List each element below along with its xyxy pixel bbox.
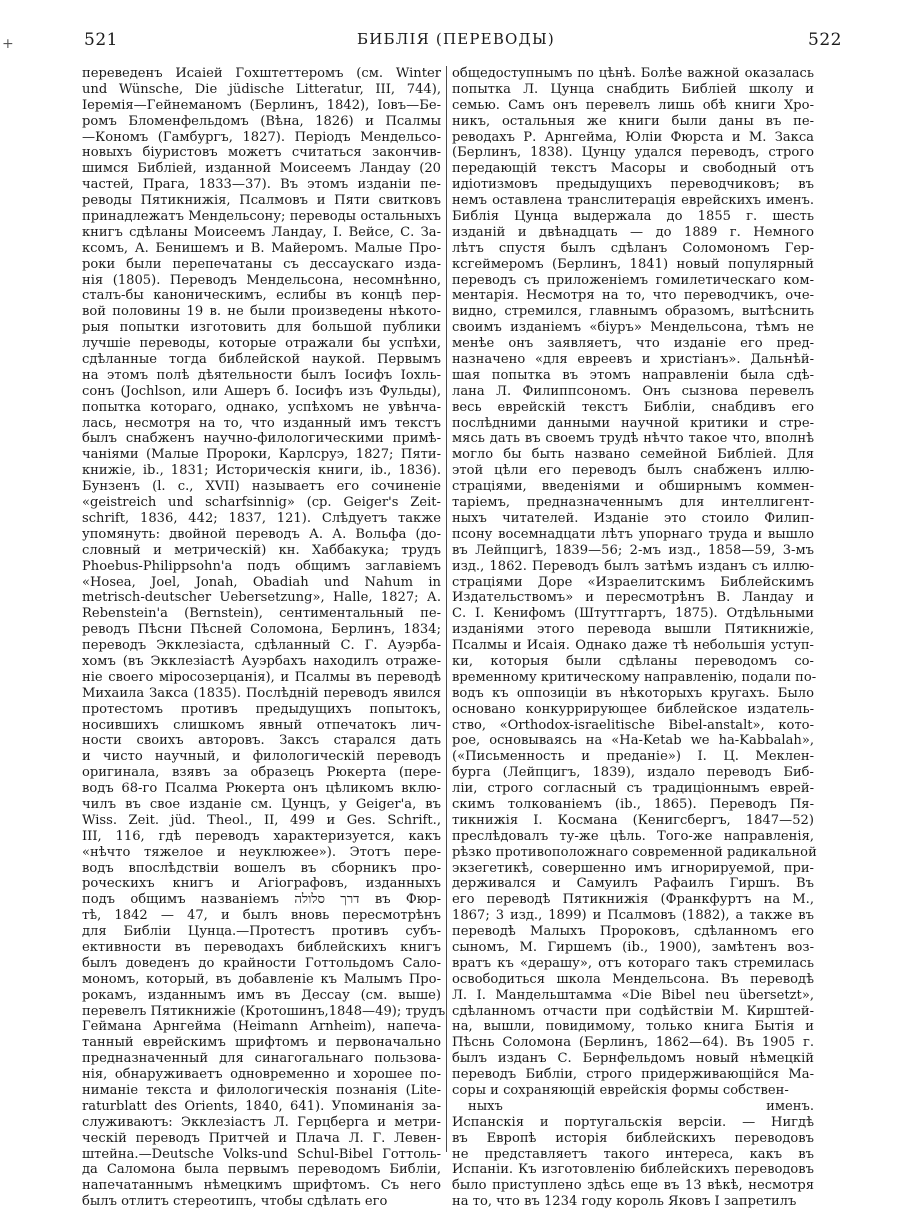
text-line: подъ общимъ названіемъ דרך סלולה въ Фюр- (82, 892, 441, 908)
text-line: идіотизмовъ предыдущихъ переводчиковъ; въ (452, 177, 814, 193)
text-line: Пѣснь Соломона (Берлинъ, 1862—64). Въ 1905 г. (452, 1035, 814, 1051)
text-line: лана Л. Филиппсономъ. Онъ сызнова перевелъ (452, 383, 814, 399)
text-line: сдѣланные тогда библейской наукой. Первымъ (82, 352, 441, 368)
text-line: общедоступнымъ по цѣнѣ. Болѣе важной оказалась (452, 66, 814, 81)
text-line: былъ отлитъ стереотипъ, чтобы сдѣлать его (82, 1194, 388, 1210)
text-line: чилъ въ свое изданіе см. Цунцъ, у Geiger'a, въ (82, 796, 441, 812)
text-line: сонъ (Jochlson, или Ашеръ б. Іосифъ изъ Фульды), (82, 383, 441, 399)
text-line: бурга (Лейпцигъ, 1839), издало переводъ Биб- (452, 765, 814, 781)
text-line: лѣтъ спустя былъ сдѣланъ Соломономъ Гер- (452, 240, 814, 256)
text-line: скимъ толкованіемъ (ib., 1865). Переводъ Пя- (452, 796, 814, 812)
text-line: псону восемнадцати лѣтъ упорнаго труда и вышло (452, 526, 814, 542)
text-line: весь еврейскій текстъ Библіи, снабдивъ его (452, 399, 814, 415)
text-line: schrift, 1836, 442; 1837, 121). Слѣдуетъ также (82, 510, 441, 526)
text-line: упомянуть: двойной переводъ А. А. Вольфа (до- (82, 526, 441, 542)
page-number-right: 522 (808, 30, 842, 50)
text-line: держивался и Самуилъ Рафаилъ Гиршъ. Въ (452, 876, 814, 892)
text-line: послѣдними данными научной критики и стре- (452, 415, 814, 431)
text-line: Wiss. Zeit. jüd. Theol., II, 499 и Ges. Schrift., (82, 812, 441, 828)
text-line: освободиться школа Мендельсона. Въ переводѣ (452, 971, 814, 987)
text-line: передающій текстъ Масоры и свободный отъ (452, 161, 814, 177)
text-line: ксгеймеромъ (Берлинъ, 1841) новый популярный (452, 256, 814, 272)
text-line: Phoebus-Philippsohn'а подъ общимъ заглавіемъ (82, 558, 441, 574)
text-line: тикнижія І. Космана (Кенигсбергъ, 1847—52) (452, 812, 814, 828)
text-line: Михаила Закса (1835). Послѣдній переводъ явился (82, 685, 441, 701)
text-line: рѣзко противоположнаго современной радикальной (452, 844, 817, 860)
text-line: носившихъ слишкомъ явный отпечатокъ лич- (82, 717, 441, 733)
text-line: на то, что въ 1234 году король Яковъ I запретилъ (452, 1194, 797, 1210)
text-line: metrisch-deutscher Uebersetzung», Halle, 1827; А. (82, 590, 441, 606)
text-line: книжіе, ib., 1831; Историческія книги, ib., 1836). (82, 463, 441, 479)
text-line: былъ изданъ С. Бернфельдомъ новый нѣмецкій (452, 1051, 814, 1067)
right-column (452, 66, 817, 1210)
text-line: немъ оставлена транслитерація еврейскихъ именъ. (452, 193, 814, 209)
text-line: Библія Цунца выдержала до 1855 г. шесть (452, 209, 814, 225)
text-line: III, 116, гдѣ переводъ характеризуется, какъ (82, 828, 441, 844)
text-line: страціями Доре «Израелитскимъ Библейскимъ (452, 574, 814, 590)
text-line: ніе своего міросозерцанія), и Псалмы въ переводѣ (82, 669, 441, 685)
text-line: вой половины 19 в. не были произведены нѣкото- (82, 304, 441, 320)
text-line: словный и метрическій) кн. Хаббакука; трудъ (82, 542, 441, 558)
text-line: реводахъ Р. Арнгейма, Юліи Фюрста и М. Закса (452, 129, 814, 145)
text-line: въ Лейпцигѣ, 1839—56; 2-мъ изд., 1858—59, 3-мъ (452, 542, 814, 558)
text-line: Л. І. Мандельштамма «Die Bibel neu übersetzt», (452, 987, 814, 1003)
text-line: реводы Пятикнижія, Псалмовъ и Пяти свитковъ (82, 193, 441, 209)
text-line: Геймана Арнгейма (Heimann Arnheim), напеча- (82, 1019, 441, 1035)
text-line: переведенъ Исаіей Гохштеттеромъ (см. Winter (82, 66, 441, 81)
text-line: таріемъ, предназначеннымъ для интеллигент- (452, 495, 814, 511)
text-line: новыхъ біуристовъ можетъ считаться закончив- (82, 145, 441, 161)
page-number-left: 521 (84, 30, 118, 50)
text-line: служиваютъ: Экклезіастъ Л. Герцберга и метри- (82, 1114, 441, 1130)
text-line: вратъ къ «дерашу», отъ котораго такъ стремилась (452, 955, 814, 971)
text-line: сдѣланномъ отчасти при содѣйствіи М. Кирштей- (452, 1003, 814, 1019)
text-line: ности своихъ авторовъ. Заксъ старался дать (82, 733, 441, 749)
text-line: сыномъ, М. Гиршемъ (ib., 1900), замѣтенъ воз- (452, 939, 814, 955)
text-line: былъ снабженъ научно-филологическими примѣ- (82, 431, 441, 447)
text-line: «geistreich und scharfsinnig» (ср. Geiger's Zeit- (82, 495, 441, 511)
text-line: рое, основываясь на «Ha-Ketab we ha-Kabbalah», (452, 733, 814, 749)
text-line: не представляетъ такого интереса, какъ въ (452, 1146, 814, 1162)
text-line: Испаніи. Къ изготовленію библейскихъ переводовъ (452, 1162, 814, 1178)
text-line: ромъ Бломенфельдомъ (Вѣна, 1826) и Псалмы (82, 113, 441, 129)
text-line: штейна.—Deutsche Volks-und Schul-Bibel Готтоль- (82, 1146, 441, 1162)
text-line: своимъ изданіемъ «біуръ» Мендельсона, тѣмъ не (452, 320, 814, 336)
text-line: водъ къ оппозиціи въ нѣкоторыхъ кругахъ. Было (452, 685, 814, 701)
text-line: изд., 1862. Переводъ былъ затѣмъ изданъ съ иллю- (452, 558, 814, 574)
text-line: предназначенный для синагогальнаго пользова- (82, 1051, 441, 1067)
column-divider (446, 66, 447, 1152)
text-line: хомъ (въ Экклезіастѣ Ауэрбахъ находилъ отраже- (82, 653, 441, 669)
text-line: «нѣчто тяжелое и неуклюжее»). Этотъ пере- (82, 844, 441, 860)
running-title: БИБЛІЯ (ПЕРЕВОДЫ) (357, 30, 555, 48)
text-line: ниманіе текста и филологическія познанія (Lite- (82, 1083, 441, 1098)
text-line: ксомъ, А. Бенишемъ и В. Майеромъ. Малые Про- (82, 240, 441, 256)
text-line: водъ 68-го Псалма Рюкерта онъ цѣликомъ вклю- (82, 781, 441, 797)
text-line: лучшіе переводы, которые отражали бы успѣхи, (82, 336, 441, 352)
text-line: на, вышли, повидимому, только книга Бытія и (452, 1019, 814, 1035)
text-line: былъ доведенъ до крайности Готтольдомъ Сало- (82, 955, 441, 971)
text-line: семью. Самъ онъ перевелъ лишь обѣ книги Хро- (452, 97, 814, 113)
text-line: видно, стремился, главнымъ образомъ, вытѣснить (452, 304, 814, 320)
text-line: мясь дать въ своемъ трудѣ нѣчто такое что, вполнѣ (452, 431, 814, 447)
text-line: изданій и двѣнадцать — до 1889 г. Немного (452, 224, 814, 240)
text-line: назначено «для евреевъ и христіанъ». Дальнѣй- (452, 352, 814, 368)
text-line: попытка котораго, однако, успѣхомъ не увѣнча- (82, 399, 441, 415)
text-line: протестомъ противъ предыдущихъ попытокъ, (82, 701, 441, 717)
text-line: переводъ Экклезіаста, сдѣланный С. Г. Ауэрба- (82, 638, 441, 654)
text-line: для Библіи Цунца.—Протестъ противъ субъ- (82, 924, 441, 940)
text-line: да Саломона была первымъ переводомъ Библіи, (82, 1162, 441, 1178)
text-line: въ Европѣ исторія библейскихъ переводовъ (452, 1130, 814, 1146)
text-line: («Письменность и преданіе») І. Ц. Меклен- (452, 749, 814, 765)
margin-mark: + (2, 36, 14, 52)
text-line: шая попытка въ этомъ направленіи была сдѣ- (452, 367, 814, 383)
text-line: ки, которыя были сдѣланы переводомъ со- (452, 653, 814, 669)
text-line: частей, Прага, 1833—37). Въ этомъ изданіи пе- (82, 177, 441, 193)
text-line: raturblatt des Orients, 1840, 641). Упоминанія за- (82, 1098, 441, 1114)
text-line: переводъ Библіи, строго придерживающійся Ма- (452, 1067, 814, 1083)
text-line: страціями, введеніями и обширнымъ коммен- (452, 479, 814, 495)
text-line: ныхъ читателей. Изданіе это стоило Филип- (452, 510, 814, 526)
text-line: перевелъ Пятикнижіе (Кротошинъ,1848—49); трудъ (82, 1003, 446, 1019)
text-line: Rebenstein'а (Bernstein), сентиментальный пе- (82, 606, 441, 622)
text-line: и чисто научный, и филологическій переводъ (82, 749, 441, 765)
text-line: тѣ, 1842 — 47, и былъ вновь пересмотрѣнъ (82, 908, 441, 924)
text-line: на этомъ полѣ дѣятельности былъ Іосифъ Іохль- (82, 367, 441, 383)
text-line: und Wünsche, Die jüdische Litteratur, III, 744), (82, 81, 441, 97)
text-line: было приступлено здѣсь еще въ 13 вѣкѣ, несмотря (452, 1178, 814, 1194)
text-line: переводъ съ приложеніемъ гомилетическаго ком- (452, 272, 814, 288)
text-line: ментарія. Несмотря на то, что переводчикъ, оче- (452, 288, 814, 304)
text-line: 1867; 3 изд., 1899) и Псалмовъ (1882), а также въ (452, 908, 814, 924)
text-line: нія (1805). Переводъ Мендельсона, несомнѣнно, (82, 272, 441, 288)
text-line: преслѣдовалъ ту-же цѣль. Того-же направленія, (452, 828, 814, 844)
text-line: Псалмы и Исаія. Однако даже тѣ небольшія уступ- (452, 638, 814, 654)
text-line: ныхъ именъ. (468, 1098, 814, 1114)
text-line: (Берлинъ, 1838). Цунцу удался переводъ, строго (452, 145, 814, 161)
text-line: роческихъ книгъ и Агіографовъ, изданныхъ (82, 876, 441, 892)
text-line: оригинала, взявъ за образецъ Рюкерта (пере- (82, 765, 441, 781)
left-column (82, 66, 446, 1210)
text-line: —Кономъ (Гамбургъ, 1827). Періодъ Мендельсо- (82, 129, 441, 145)
text-line: никъ, остальныя же книги были даны въ пе- (452, 113, 814, 129)
text-line: напечатаннымъ нѣмецкимъ шрифтомъ. Съ него (82, 1178, 441, 1194)
text-line: ективности въ переводахъ библейскихъ книгъ (82, 939, 441, 955)
text-line: основано конкуррирующее библейское издатель- (452, 701, 814, 717)
text-line: роки были перепечатаны съ дессаускаго изда- (82, 256, 441, 272)
text-line: сталъ-бы каноническимъ, еслибы въ концѣ пер- (82, 288, 441, 304)
text-line: временному критическому направленію, подали по- (452, 669, 817, 685)
text-line: Бунзенъ (l. c., XVII) называетъ его сочиненіе (82, 479, 441, 495)
text-line: ліи, строго согласный съ традиціоннымъ еврей- (452, 781, 814, 797)
text-line: соры и сохраняющій еврейскія формы собствен- (452, 1083, 789, 1098)
text-line: «Hosea, Joel, Jonah, Obadiah und Nahum in (82, 574, 441, 590)
text-line: попытка Л. Цунца снабдить Библіей школу и (452, 81, 814, 97)
text-line: рыя попытки изготовить для большой публики (82, 320, 441, 336)
text-line: рокамъ, изданнымъ имъ въ Дессау (см. выше) (82, 987, 441, 1003)
text-line: реводъ Пѣсни Пѣсней Соломона, Берлинъ, 1834; (82, 622, 441, 638)
text-line: ство, «Orthodox-israelitische Bibel-anstalt», кото- (452, 717, 814, 733)
text-line: его переводѣ Пятикнижія (Франкфуртъ на М., (452, 892, 814, 908)
text-line: водъ впослѣдствіи вошелъ въ сборникъ про- (82, 860, 441, 876)
text-line: этой цѣли его переводъ былъ снабженъ иллю- (452, 463, 814, 479)
text-line: переводѣ Малыхъ Пророковъ, сдѣланномъ его (452, 924, 814, 940)
text-line: мономъ, который, въ добавленіе къ Малымъ Про- (82, 971, 441, 987)
text-line: чаніями (Малые Пророки, Карлсруэ, 1827; Пяти- (82, 447, 441, 463)
text-line: менѣе онъ заявляетъ, что изданіе его пред- (452, 336, 814, 352)
text-line: изданіями этого перевода вышли Пятикнижіе, (452, 622, 814, 638)
text-line: танный еврейскимъ шрифтомъ и первоначально (82, 1035, 441, 1051)
text-line: нія, обнаруживаетъ одновременно и хорошее по- (82, 1067, 441, 1083)
text-line: лась, несмотря на то, что изданный имъ текстъ (82, 415, 441, 431)
text-line: принадлежатъ Мендельсону; переводы остальныхъ (82, 209, 441, 225)
text-line: Издательствомъ» и пересмотрѣнъ В. Ландау и (452, 590, 814, 606)
text-line: шимся Библіей, изданной Моисеемъ Ландау (20 (82, 161, 441, 177)
text-line: Испанскія и португальскія версіи. — Нигдѣ (452, 1114, 814, 1130)
text-line: Іеремія—Гейнеманомъ (Берлинъ, 1842), Іовъ—Бе- (82, 97, 441, 113)
text-line: экзегетикѣ, совершенно имъ игнорируемой, при- (452, 860, 814, 876)
text-line: книгъ сдѣланы Моисеемъ Ландау, І. Вейсе, С. За- (82, 224, 441, 240)
text-line: ческій переводъ Притчей и Плача Л. Г. Левен- (82, 1130, 441, 1146)
running-header (70, 30, 842, 56)
text-line: С. І. Кенифомъ (Штуттгартъ, 1875). Отдѣльными (452, 606, 814, 622)
text-line: могло бы быть названо семейной Библіей. Для (452, 447, 814, 463)
